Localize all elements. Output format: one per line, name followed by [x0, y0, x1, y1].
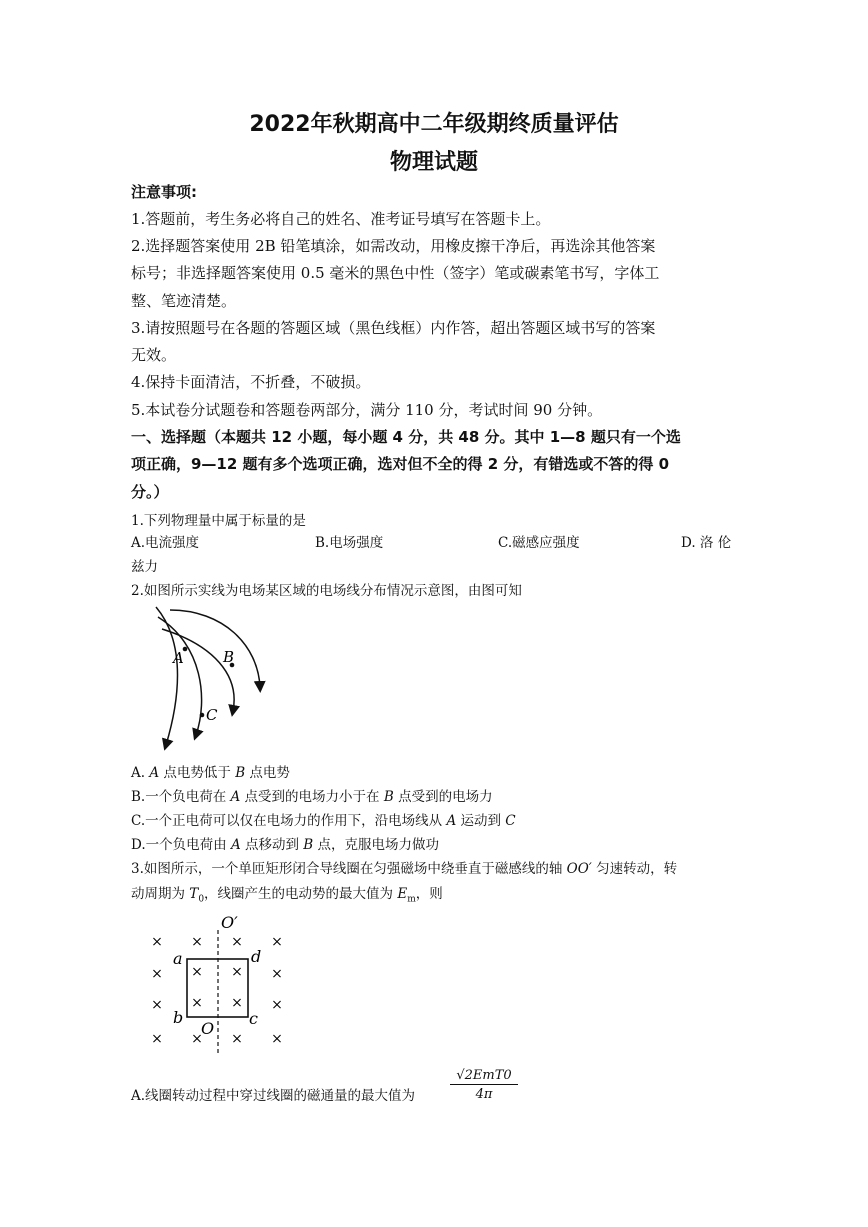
q1-stem: 1.下列物理量中属于标量的是: [131, 513, 306, 529]
label-corner-a: a: [173, 949, 183, 968]
cross-mark: ×: [231, 995, 243, 1011]
label-o: O: [201, 1019, 215, 1038]
q1-option-d: D. 洛 伦: [681, 535, 732, 551]
rotating-coil-figure: [143, 908, 293, 1058]
label-a: A: [173, 649, 184, 667]
label-c: C: [206, 706, 218, 724]
notice-heading: 注意事项:: [131, 183, 197, 201]
cross-mark: ×: [191, 934, 203, 950]
q2-option-a: A. A 点电势低于 B 点电势: [131, 765, 290, 781]
cross-mark: ×: [271, 997, 283, 1013]
cross-mark: ×: [231, 934, 243, 950]
electric-field-figure: [148, 605, 273, 755]
cross-mark: ×: [271, 934, 283, 950]
field-line: [158, 617, 202, 735]
label-b: B: [223, 648, 235, 666]
cross-mark: ×: [231, 964, 243, 980]
notice-line: 5.本试卷分试题卷和答题卷两部分，满分 110 分，考试时间 90 分钟。: [131, 401, 603, 419]
point-c: [200, 713, 205, 718]
cross-mark: ×: [151, 966, 163, 982]
section-heading: 项正确，9—12 题有多个选项正确，选对但不全的得 2 分，有错选或不答的得 0: [131, 455, 670, 473]
q2-option-d: D.一个负电荷由 A 点移动到 B 点，克服电场力做功: [131, 837, 439, 853]
q2-stem: 2.如图所示实线为电场某区域的电场线分布情况示意图，由图可知: [131, 583, 522, 599]
cross-mark: ×: [151, 934, 163, 950]
q1-option-c: C.磁感应强度: [498, 535, 580, 551]
cross-mark: ×: [231, 1031, 243, 1047]
field-line: [156, 607, 178, 745]
cross-mark: ×: [191, 1031, 203, 1047]
q3-option-a-fraction: [450, 1068, 518, 1102]
cross-mark: ×: [191, 964, 203, 980]
fraction-denominator: 4π: [475, 1087, 493, 1102]
q2-option-c: C.一个正电荷可以仅在电场力的作用下，沿电场线从 A 运动到 C: [131, 813, 516, 829]
q1-option-a: A.电流强度: [131, 535, 200, 551]
q3-stem-line2: 动周期为 $T_0$，线圈产生的电动势的最大值为 $E_m$，则: [131, 886, 443, 905]
notice-line: 标号；非选择题答案使用 0.5 毫米的黑色中性（签字）笔或碳素笔书写，字体工: [131, 264, 660, 282]
cross-mark: ×: [271, 1031, 283, 1047]
exam-subtitle: 物理试题: [389, 150, 478, 175]
notice-line: 整、笔迹清楚。: [131, 292, 237, 310]
q1-option-d-wrap: 兹力: [131, 559, 158, 575]
section-heading: 分。）: [131, 483, 169, 501]
cross-mark: ×: [151, 1031, 163, 1047]
notice-line: 无效。: [131, 346, 177, 364]
label-corner-c: c: [249, 1009, 258, 1028]
fraction-numerator: √2EmT0: [450, 1068, 518, 1085]
q1-option-b: B.电场强度: [315, 535, 384, 551]
q2-option-b: B.一个负电荷在 A 点受到的电场力小于在 B 点受到的电场力: [131, 789, 493, 805]
q3-option-a-text: A.线圈转动过程中穿过线圈的磁通量的最大值为: [131, 1088, 416, 1104]
cross-mark: ×: [271, 966, 283, 982]
q3-stem-line1: 3.如图所示，一个单匝矩形闭合导线圈在匀强磁场中绕垂直于磁感线的轴 OO′ 匀速转动，转: [131, 861, 678, 877]
cross-mark: ×: [191, 995, 203, 1011]
notice-line: 4.保持卡面清洁，不折叠，不破损。: [131, 373, 371, 391]
notice-line: 2.选择题答案使用 2B 铅笔填涂，如需改动，用橡皮擦干净后，再选涂其他答案: [131, 237, 656, 255]
label-o-prime: O′: [221, 913, 238, 932]
notice-line: 3.请按照题号在各题的答题区域（黑色线框）内作答，超出答题区域书写的答案: [131, 319, 656, 337]
label-corner-d: d: [251, 947, 262, 966]
label-corner-b: b: [173, 1008, 184, 1027]
cross-mark: ×: [151, 997, 163, 1013]
exam-title: 2022年秋期高中二年级期终质量评估: [249, 112, 619, 137]
notice-line: 1.答题前，考生务必将自己的姓名、准考证号填写在答题卡上。: [131, 210, 551, 228]
section-heading: 一、选择题（本题共 12 小题，每小题 4 分，共 48 分。其中 1—8 题只有一个选: [131, 428, 681, 446]
